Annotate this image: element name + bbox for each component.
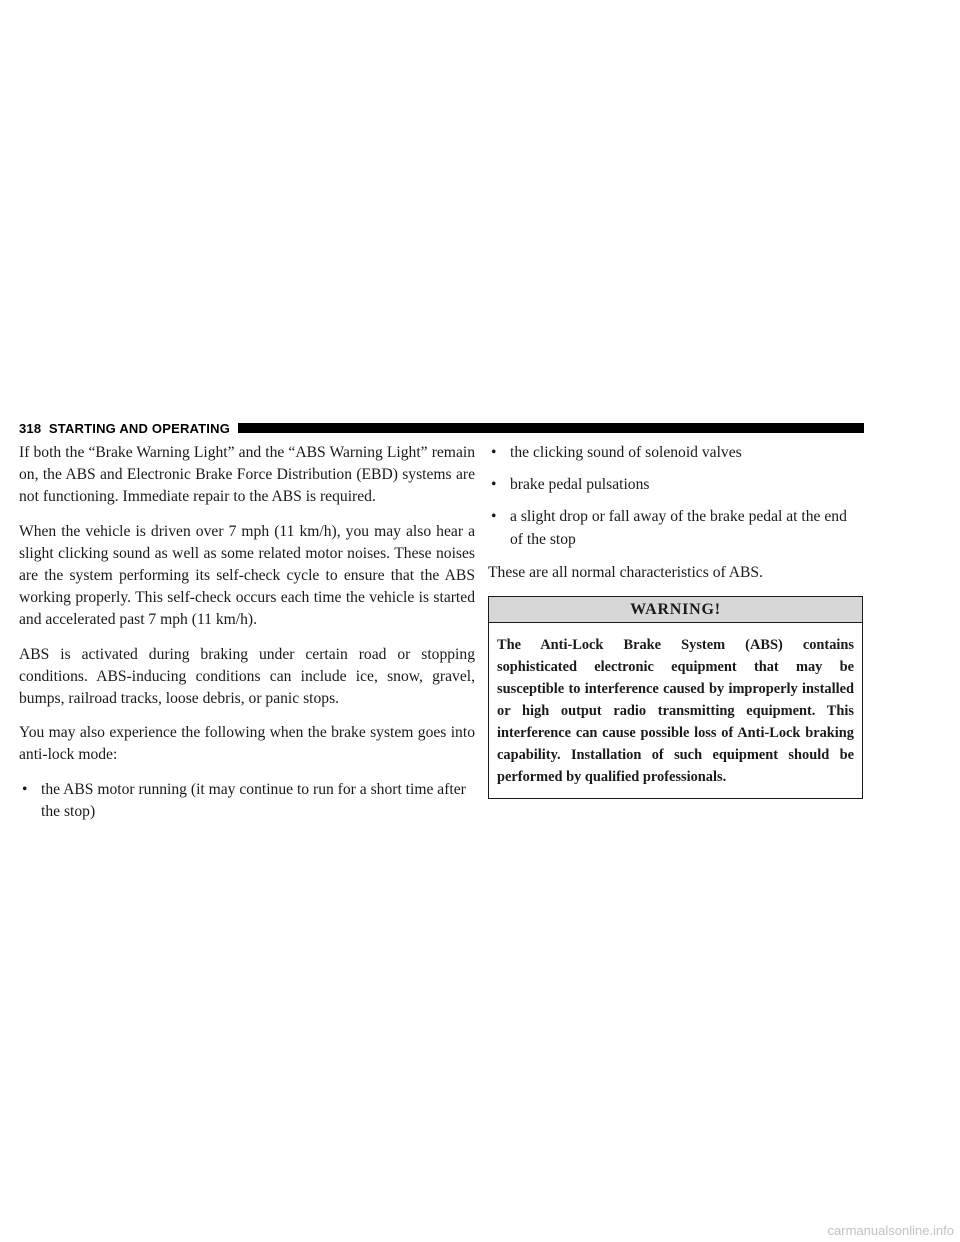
watermark: carmanualsonline.info bbox=[827, 1223, 954, 1238]
bullet-list-right bbox=[488, 442, 863, 551]
section-title: STARTING AND OPERATING bbox=[48, 420, 231, 436]
bullet-icon: • bbox=[491, 476, 497, 494]
list-item-text: a slight drop or fall away of the brake pedal at the end of the stop bbox=[510, 508, 847, 548]
list-item-text: the clicking sound of solenoid valves bbox=[510, 444, 742, 461]
bullet-icon: • bbox=[22, 780, 28, 798]
warning-box bbox=[488, 596, 863, 799]
page-header bbox=[19, 418, 864, 438]
paragraph-abs-activation: ABS is activated during braking under certain road or stopping conditions. ABS-inducing conditions can include ice, snow, gravel, bumps, railroad tracks, loose debris, or panic stops. bbox=[19, 645, 475, 708]
warning-body: The Anti-Lock Brake System (ABS) contains sophisticated electronic equipment that may be susceptible to interference caused by improperly installed or high output radio transmitting equipment. This interference can cause possible loss of Anti-Lock braking capability. Installation of such equipment should be performed by qualified professionals. bbox=[497, 637, 854, 786]
page-number: 318 bbox=[19, 420, 42, 436]
bullet-list-left bbox=[19, 779, 475, 823]
left-column bbox=[19, 442, 475, 833]
warning-title: WARNING! bbox=[489, 597, 862, 623]
list-item bbox=[488, 474, 863, 496]
list-item-text: brake pedal pulsations bbox=[510, 476, 650, 494]
header-rule-bar bbox=[238, 423, 864, 433]
list-item-text: the ABS motor running (it may continue to run for a short time after the stop) bbox=[41, 780, 466, 820]
paragraph-normal-characteristics: These are all normal characteristics of ABS. bbox=[488, 563, 763, 581]
paragraph-warning-lights: If both the “Brake Warning Light” and the “ABS Warning Light” remain on, the ABS and Electronic Brake Force Distribution (EBD) systems are not functioning. Immediate repair to the ABS is required. bbox=[19, 444, 475, 506]
list-item bbox=[19, 779, 475, 823]
paragraph-self-check: When the vehicle is driven over 7 mph (11 km/h), you may also hear a slight clicking sound as well as some related motor noises. These noises are the system performing its self-check cycle to ensure that the ABS working properly. This self-check occurs each time the vehicle is started and accelerated past 7 mph (11 km/h). bbox=[19, 522, 475, 629]
right-column bbox=[488, 442, 863, 799]
page-header-text bbox=[19, 421, 230, 436]
bullet-icon: • bbox=[491, 508, 497, 526]
paragraph-anti-lock-mode: You may also experience the following when the brake system goes into anti-lock mode: bbox=[19, 724, 475, 764]
list-item bbox=[488, 506, 863, 550]
list-item bbox=[488, 442, 863, 464]
bullet-icon: • bbox=[491, 444, 497, 461]
